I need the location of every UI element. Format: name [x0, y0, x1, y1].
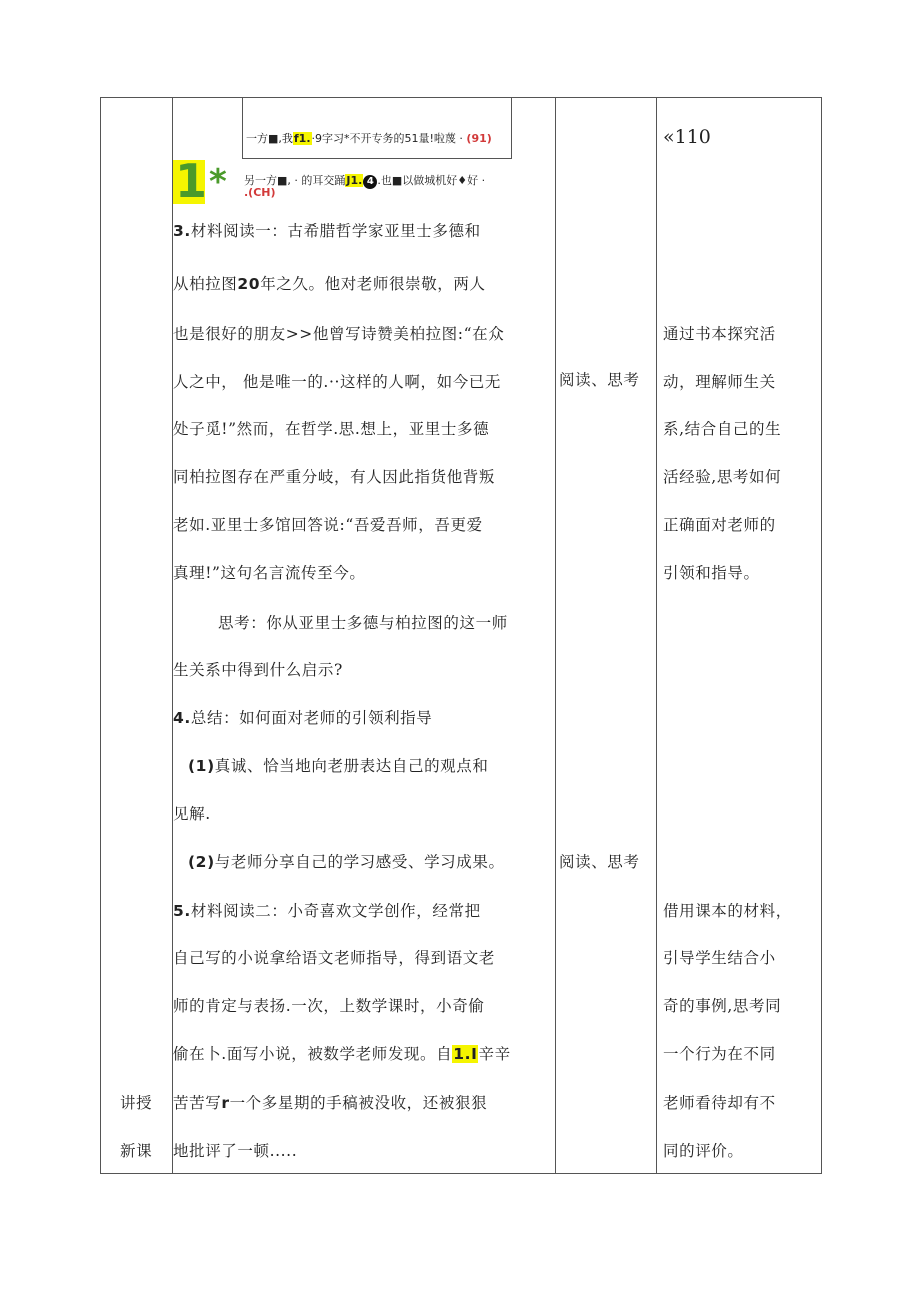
purpose-line: 动，理解师生关	[663, 373, 776, 391]
text-line: 自己写的小说拿给语文老师指导，得到语文老	[173, 949, 496, 967]
purpose-line: 系,结合自己的生	[663, 420, 782, 438]
text-line: (2)与老师分享自己的学习感受、学习成果。	[188, 853, 505, 871]
column-divider	[656, 97, 657, 1174]
purpose-line: 一个行为在不同	[663, 1045, 776, 1063]
text-line: 处子觅!”然而，在哲学.思.想上，亚里士多德	[173, 420, 490, 438]
text-line: 苦苦写r一个多星期的手稿被没收，还被狠狠	[173, 1094, 488, 1112]
column-divider	[555, 97, 556, 1174]
text-line: 师的肯定与表扬.一次，上数学课时，小奇偷	[173, 997, 485, 1015]
text-line: 见解.	[173, 805, 211, 823]
text-line: 思考：你从亚里士多德与柏拉图的这一师	[218, 614, 508, 632]
annotation-ref: .(CH)	[244, 186, 276, 199]
text-line: 5.材料阅读二：小奇喜欢文学创作，经常把	[173, 902, 481, 920]
text-line: 偷在卜.面写小说，被数学老师发现。自1.I辛辛	[173, 1045, 511, 1063]
purpose-line: 通过书本探究活	[663, 325, 776, 343]
text-line: 人之中， 他是唯一的.··这样的人啊，如今已无	[173, 373, 502, 391]
purpose-line: 同的评价。	[663, 1142, 744, 1160]
text-line: 地批评了一顿.....	[173, 1142, 298, 1160]
text-line: 同柏拉图存在严重分岐，有人因此指货他背叛	[173, 468, 496, 486]
text-line: 真理!”这句名言流传至今。	[173, 564, 366, 582]
text-line: 生关系中得到什么启示?	[173, 661, 343, 679]
note-number: «110	[663, 126, 711, 148]
text-line: 也是很好的朋友>>他曾写诗赞美柏拉图:“在众	[173, 325, 505, 343]
text-line: 3.材料阅读一：古希腊哲学家亚里士多德和	[173, 222, 481, 240]
text-line: 从柏拉图20年之久。他对老师很崇敬，两人	[173, 275, 486, 293]
activity-label: 阅读、思考	[559, 853, 640, 871]
purpose-line: 活经验,思考如何	[663, 468, 782, 486]
stage-label: 新课	[120, 1142, 153, 1160]
purpose-line: 老师看待却有不	[663, 1094, 776, 1112]
purpose-line: 正确面对老师的	[663, 516, 776, 534]
purpose-line: 引导学生结合小	[663, 949, 776, 967]
purpose-line: 借用课本的材料，	[663, 902, 792, 920]
quote-box	[242, 97, 512, 159]
star-mark: *	[209, 162, 227, 202]
text-line: 老如.亚里士多馆回答说:“吾爱吾师，吾更爱	[173, 516, 483, 534]
quote-line: 一方■,我f1.·9字习*不开专务的51量!啦蔑 · (91)	[246, 132, 492, 145]
stage-label: 讲授	[120, 1094, 153, 1112]
text-line: (1)真诚、恰当地向老册表达自己的观点和	[188, 757, 489, 775]
text-line: 4.总结：如何面对老师的引领利指导	[173, 709, 433, 727]
annotation-line: 另一方■, · 的耳交踊J1. 4 .也■以做城机好♦好 ·	[244, 174, 486, 187]
purpose-line: 奇的事例,思考同	[663, 997, 782, 1015]
purpose-line: 引领和指导。	[663, 564, 760, 582]
highlight-mark: 1	[175, 154, 208, 208]
activity-label: 阅读、思考	[559, 371, 640, 389]
